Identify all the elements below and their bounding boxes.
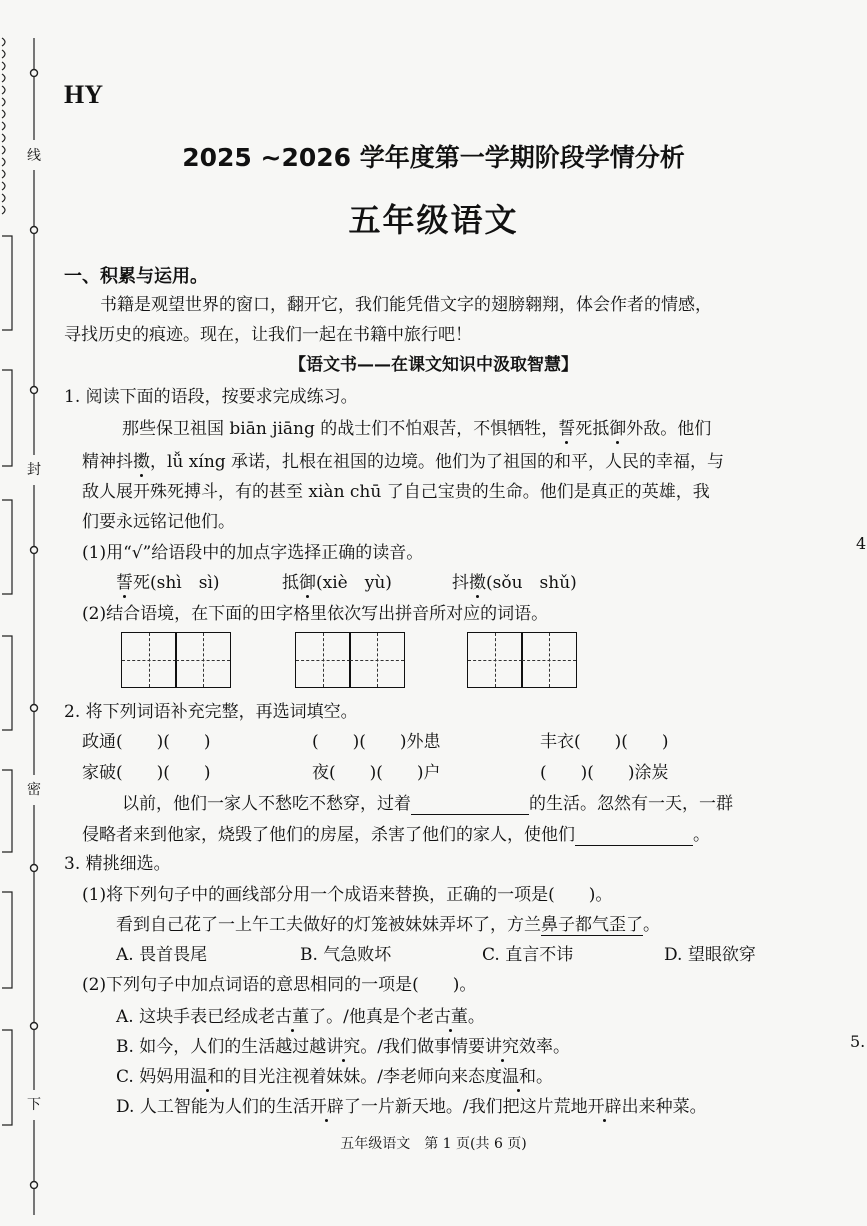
tianzige-cell[interactable] [521,632,577,688]
q2-idiom-1: 政通( )( ) [82,732,211,752]
q1-stem: 1. 阅读下面的语段，按要求完成练习。 [64,387,358,407]
q2-idiom-5: 夜( )( )户 [312,763,441,783]
binding-label-feng: 封 [27,462,41,478]
q3-option-a[interactable]: A. 畏首畏尾 [116,945,208,965]
q1-option-3: 抖擞(sǒu shǔ) [452,573,577,593]
exam-code: HY [64,80,103,109]
tianzige-cell[interactable] [175,632,231,688]
binding-line-art [0,0,60,1226]
q1-sub1: (1)用“√”给语段中的加点字选择正确的读音。 [82,543,424,563]
tianzige-cell[interactable] [349,632,405,688]
q1-passage-line-2: 精神抖擞，lǚ xíng 承诺，扎根在祖国的边境。他们为了祖国的和平，人民的幸福，与 [82,452,725,472]
q3-sub2-option-d[interactable]: D. 人工智能为人们的生活开辟了一片新天地。/我们把这片荒地开辟出来种菜。 [116,1097,707,1117]
q2-stem: 2. 将下列词语补充完整，再选词填空。 [64,702,358,722]
q3-sub1: (1)将下列句子中的画线部分用一个成语来替换，正确的一项是( )。 [82,885,613,905]
section-intro-line-2: 寻找历史的痕迹。现在，让我们一起在书籍中旅行吧！ [64,325,472,345]
answer-blank[interactable] [575,827,693,846]
q2-idiom-6: ( )( )涂炭 [540,763,669,783]
exam-title: 2025 ~2026 学年度第一学期阶段学情分析 [182,143,685,172]
section-intro-line-1: 书籍是观望世界的窗口，翻开它，我们能凭借文字的翅膀翱翔，体会作者的情感， [100,295,712,315]
q2-idiom-4: 家破( )( ) [82,763,211,783]
tianzige-group-3[interactable] [468,632,577,688]
binding-label-xian: 线 [27,148,41,164]
q1-sub2: (2)结合语境，在下面的田字格里依次写出拼音所对应的词语。 [82,604,549,624]
tianzige-cell[interactable] [121,632,177,688]
q3-sub2-option-b[interactable]: B. 如今，人们的生活越过越讲究。/我们做事情要讲究效率。 [116,1037,571,1057]
tianzige-group-2[interactable] [296,632,405,688]
tianzige-cell[interactable] [467,632,523,688]
q1-passage-line-1: 那些保卫祖国 biān jiāng 的战士们不怕艰苦，不惧牺牲，誓死抵御外敌。他们 [122,419,712,439]
q3-sub2-option-a[interactable]: A. 这块手表已经成老古董了。/他真是个老古董。 [116,1007,485,1027]
exam-subject: 五年级语文 [348,201,519,239]
q3-sub2: (2)下列句子中加点词语的意思相同的一项是( )。 [82,975,477,995]
binding-margin [0,0,60,1226]
page-footer: 五年级语文 第 1 页(共 6 页) [340,1136,527,1152]
q1-option-1: 誓死(shì sì) [116,573,220,593]
right-edge-mark-4: 4 [856,534,867,553]
q2-fill-line-2: 侵略者来到他家，烧毁了他们的房屋，杀害了他们的家人，使他们 。 [82,825,710,845]
q3-option-b[interactable]: B. 气急败坏 [300,945,392,965]
q3-stem: 3. 精挑细选。 [64,854,171,874]
tianzige-group-1[interactable] [122,632,231,688]
q2-idiom-3: 丰衣( )( ) [540,732,669,752]
answer-blank[interactable] [411,796,529,815]
q1-passage-line-3: 敌人展开殊死搏斗，有的甚至 xiàn chū 了自己宝贵的生命。他们是真正的英雄，我 [82,482,710,502]
q3-sentence: 看到自己花了一上午工夫做好的灯笼被妹妹弄坏了，方兰鼻子都气歪了。 [116,915,660,935]
q2-idiom-2: ( )( )外患 [312,732,441,752]
right-edge-mark-5: 5. [850,1032,866,1051]
q3-option-c[interactable]: C. 直言不讳 [482,945,574,965]
section-heading: 一、积累与运用。 [64,266,208,287]
q1-passage-line-4: 们要永远铭记他们。 [82,512,235,532]
q3-sub2-option-c[interactable]: C. 妈妈用温和的目光注视着妹妹。/李老师向来态度温和。 [116,1067,553,1087]
q1-option-2: 抵御(xiè yù) [282,573,392,593]
tianzige-cell[interactable] [295,632,351,688]
binding-label-xia: 下 [27,1097,41,1113]
binding-label-mi: 密 [27,782,41,798]
q2-fill-line-1: 以前，他们一家人不愁吃不愁穿，过着 的生活。忽然有一天，一群 [122,794,733,814]
underlined-phrase: 鼻子都气歪了 [541,915,643,935]
section-subheading: 【语文书——在课文知识中汲取智慧】 [289,355,578,375]
q3-option-d[interactable]: D. 望眼欲穿 [664,945,756,965]
